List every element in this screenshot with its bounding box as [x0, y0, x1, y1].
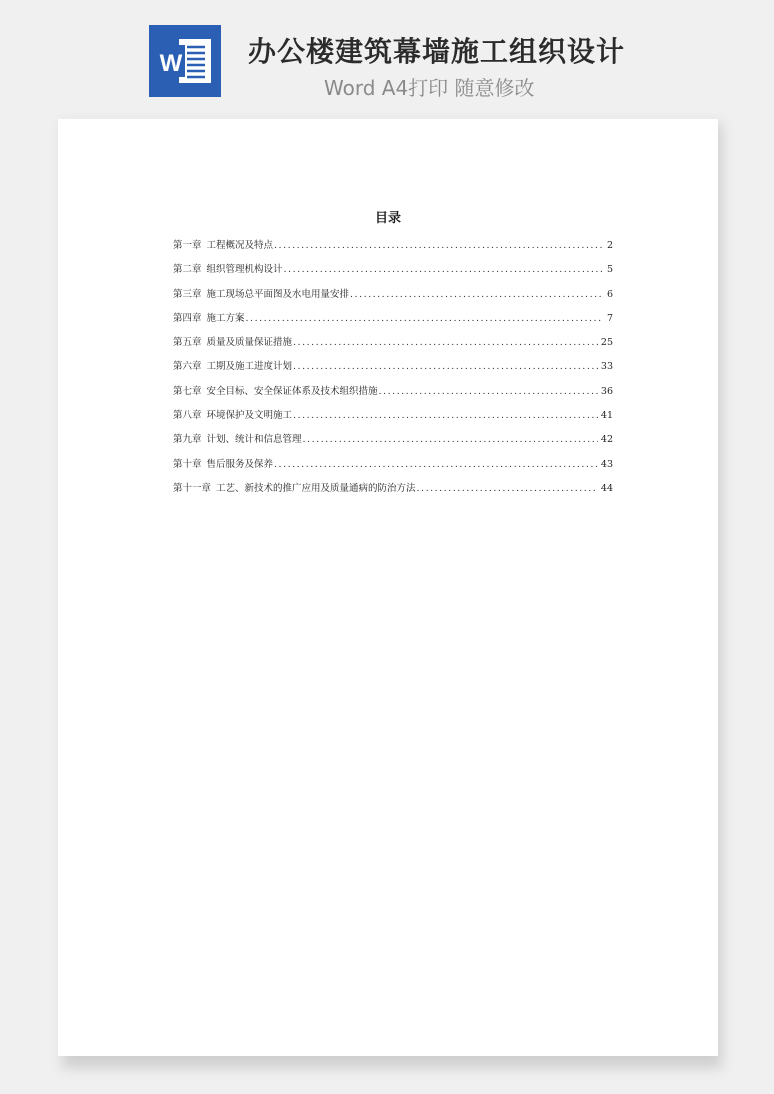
- toc-leader: [350, 289, 602, 300]
- toc-entry[interactable]: [173, 383, 613, 407]
- page-subtitle: Word A4打印 随意修改: [324, 76, 535, 100]
- toc-chapter: 第八章: [173, 410, 202, 422]
- toc-page: 7: [606, 312, 613, 324]
- toc-entry[interactable]: [173, 334, 613, 358]
- header-banner: [0, 0, 774, 118]
- toc-title: 计划、统计和信息管理: [206, 434, 302, 446]
- word-logo-letter: W: [159, 50, 183, 77]
- toc-leader: [379, 386, 598, 397]
- toc-page: 36: [600, 385, 613, 397]
- toc-entry[interactable]: [173, 358, 613, 382]
- toc-chapter: 第五章: [173, 337, 202, 349]
- toc-heading: 目录: [374, 211, 401, 226]
- toc-page: 41: [600, 410, 613, 422]
- toc-leader: [417, 483, 598, 494]
- word-icon: [149, 25, 221, 97]
- toc-entry[interactable]: [173, 407, 613, 431]
- toc-leader: [293, 410, 598, 421]
- toc-title: 工艺、新技术的推广应用及质量通病的防治方法: [216, 482, 416, 494]
- toc-entry[interactable]: [173, 286, 613, 310]
- toc-chapter: 第七章: [173, 385, 202, 397]
- page-title: 办公楼建筑幕墙施工组织设计: [248, 35, 626, 68]
- toc-leader: [293, 361, 598, 372]
- toc-title: 安全目标、安全保证体系及技术组织措施: [206, 385, 378, 397]
- toc-title: 工期及施工进度计划: [206, 361, 293, 373]
- toc-leader: [274, 240, 602, 251]
- toc-page: 25: [600, 337, 613, 349]
- toc-page: 44: [600, 482, 613, 494]
- toc-entry[interactable]: [173, 261, 613, 285]
- toc-leader: [274, 459, 598, 470]
- toc-chapter: 第十一章: [173, 482, 212, 494]
- toc-page: 6: [606, 288, 613, 300]
- toc-entry[interactable]: [173, 480, 613, 504]
- toc-page: 42: [600, 434, 613, 446]
- toc-title: 工程概况及特点: [206, 240, 274, 251]
- toc-title: 质量及质量保证措施: [206, 337, 293, 349]
- toc-entry[interactable]: [173, 310, 613, 334]
- toc-page: 5: [606, 264, 613, 276]
- toc-title: 施工方案: [206, 312, 245, 324]
- toc-entry[interactable]: [173, 456, 613, 480]
- toc-page: 2: [606, 240, 613, 251]
- toc-entry[interactable]: [173, 431, 613, 455]
- toc-chapter: 第九章: [173, 434, 202, 446]
- toc-title: 环境保护及文明施工: [206, 410, 293, 422]
- toc-leader: [284, 264, 602, 275]
- toc-chapter: 第六章: [173, 361, 202, 373]
- toc-leader: [303, 434, 598, 445]
- toc-title: 组织管理机构设计: [206, 264, 283, 276]
- toc-leader: [246, 313, 602, 324]
- toc-page: 33: [600, 361, 613, 373]
- toc-chapter: 第二章: [173, 264, 202, 276]
- toc-chapter: 第四章: [173, 312, 202, 324]
- table-of-contents: [173, 237, 613, 504]
- toc-title: 施工现场总平面图及水电用量安排: [206, 288, 350, 300]
- document-page: [58, 119, 718, 1056]
- toc-chapter: 第三章: [173, 288, 202, 300]
- toc-page: 43: [600, 458, 613, 470]
- toc-chapter: 第十章: [173, 458, 202, 470]
- toc-chapter: 第一章: [173, 240, 202, 251]
- toc-entry[interactable]: [173, 237, 613, 261]
- toc-leader: [293, 337, 598, 348]
- toc-title: 售后服务及保养: [206, 458, 274, 470]
